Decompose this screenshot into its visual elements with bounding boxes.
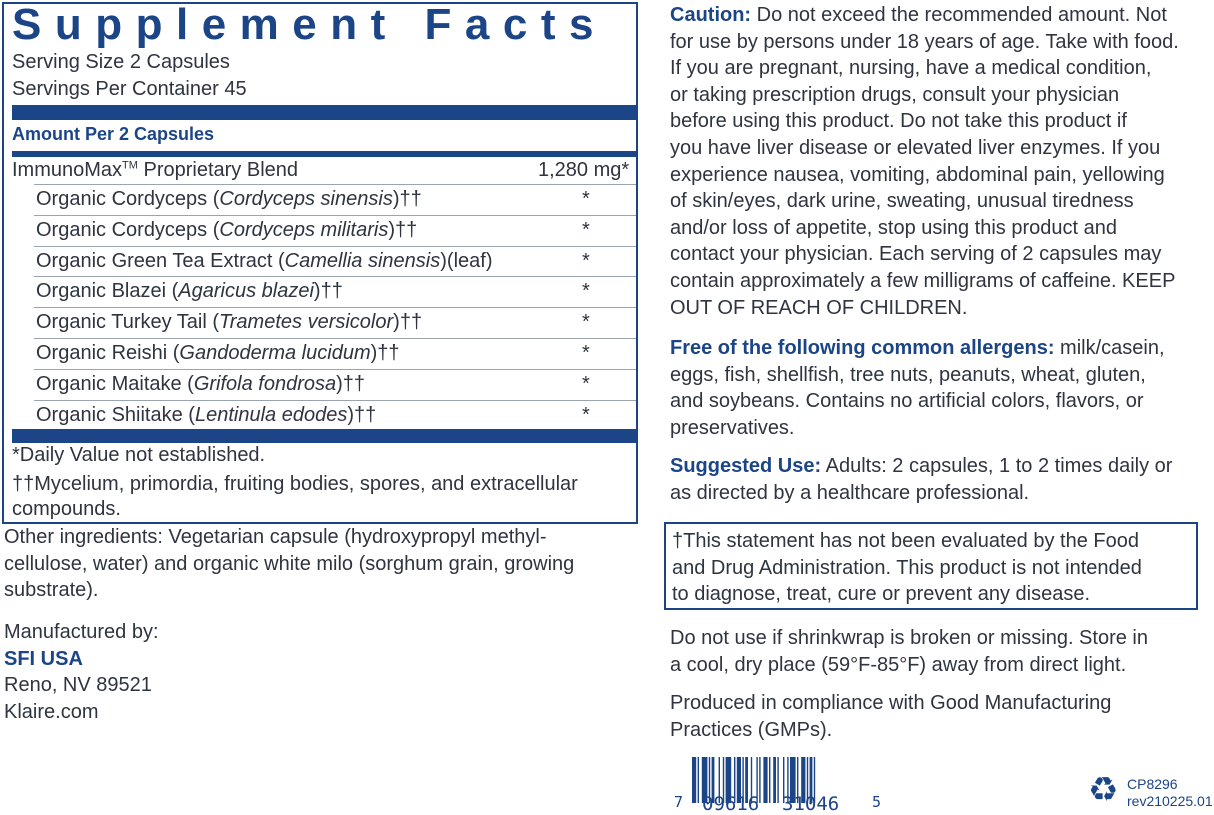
barcode-bar: [763, 757, 767, 803]
other-ingredients: Other ingredients: Vegetarian capsule (hydroxypropyl methyl- cellulose, water) and organic white milo (sorghum grain, growing substrate).: [4, 526, 575, 602]
ingredient-name: Organic Reishi (Gandoderma lucidum)††: [36, 342, 400, 364]
barcode-digit-check: 5: [872, 793, 882, 811]
ingredient-amount: *: [582, 280, 590, 303]
ingredient-name: Organic Cordyceps (Cordyceps militaris)††: [36, 218, 418, 241]
barcode-bar: [759, 757, 760, 803]
revision-code: rev210225.01: [1127, 793, 1213, 809]
ingredient-name: Organic Cordyceps (Cordyceps sinensis)††: [36, 188, 422, 210]
barcode-bar: [692, 757, 696, 803]
ingredient-name: Organic Blazei (Agaricus blazei)††: [36, 280, 343, 303]
thick-divider: [12, 429, 636, 443]
ingredient-row: [34, 369, 636, 400]
ingredient-amount: *: [582, 188, 590, 210]
footnote-daily-value: *Daily Value not established.: [12, 444, 266, 466]
ingredient-amount: *: [582, 403, 590, 426]
amount-per-serving-header: Amount Per 2 Capsules: [12, 124, 215, 144]
barcode-bar: [769, 757, 770, 803]
blend-amount: 1,280 mg*: [538, 159, 630, 181]
ingredient-row: [34, 246, 636, 277]
ingredient-name: Organic Maitake (Grifola fondrosa)††: [36, 372, 366, 395]
manufacturer-website: Klaire.com: [4, 700, 99, 723]
ingredient-row: [34, 276, 636, 307]
ingredient-name: Organic Shiitake (Lentinula edodes)††: [36, 403, 377, 426]
servings-per-container: Servings Per Container 45: [12, 78, 247, 100]
ingredient-row: [34, 307, 636, 338]
footnote-mycelium: ††Mycelium, primordia, fruiting bodies, spores, and extracellular: [12, 473, 578, 495]
barcode-digits-left: 09616: [702, 793, 760, 815]
proprietary-blend: ImmunoMax™ Proprietary Blend: [12, 159, 298, 181]
manufactured-by-label: Manufactured by:: [4, 621, 159, 643]
ingredient-name: Organic Green Tea Extract (Camellia sinensis)(leaf): [36, 249, 493, 272]
ingredient-amount: *: [582, 249, 590, 272]
medium-divider: [12, 151, 636, 157]
barcode-bar: [698, 757, 699, 803]
thick-divider: [12, 105, 636, 120]
barcode-bar: [777, 757, 778, 803]
fda-disclaimer-box: †This statement has not been evaluated by the Food and Drug Administration. This product is not intended to diagnose, treat, cure or prevent any disease.: [664, 522, 1198, 610]
manufacturer-address: Reno, NV 89521: [4, 674, 152, 697]
ingredient-row: [34, 400, 636, 431]
ingredient-row: [34, 338, 636, 369]
manufacturer-name: SFI USA: [4, 647, 83, 670]
recycle-icon: ♻: [1088, 771, 1119, 809]
supplement-facts-title: Supplement Facts: [12, 0, 607, 49]
product-code: CP8296: [1127, 776, 1178, 792]
ingredient-row: [34, 184, 636, 215]
gmp-statement: Produced in compliance with Good Manufacturing Practices (GMPs).: [670, 692, 1112, 741]
barcode-digits-right: 31046: [782, 793, 840, 815]
ingredient-amount: *: [582, 372, 590, 395]
allergens-section: Free of the following common allergens: milk/casein, eggs, fish, shellfish, tree nuts, peanuts, wheat, gluten, and soybeans. Contains no artificial colors, flavors, or preservatives.: [670, 337, 1165, 439]
ingredient-amount: *: [582, 218, 590, 241]
ingredient-row: [34, 215, 636, 246]
serving-size: Serving Size 2 Capsules: [12, 51, 230, 73]
caution-section: Caution: Do not exceed the recommended amount. Not for use by persons under 18 years of age. Take with food. If you are pregnant, nursing, have a medical condition, or taking prescription drugs, consult your physician before using this product. Do not take this product if you have liver disease or elevated liver enzymes. If you experience nausea, vomiting, abdominal pain, yellowing of skin/eyes, dark urine, sweating, unusual tiredness and/or loss of appetite, stop using this product and contact your physician. Each serving of 2 capsules may contain approximately a few milligrams of caffeine. KEEP OUT OF REACH OF CHILDREN.: [670, 4, 1179, 319]
ingredient-amount: *: [582, 342, 590, 364]
ingredient-name: Organic Turkey Tail (Trametes versicolor)††: [36, 311, 423, 334]
manufacturer-info: [4, 619, 159, 725]
supplement-facts-panel: [2, 2, 638, 524]
footnote-mycelium-cont: compounds.: [12, 498, 121, 520]
barcode-bar: [773, 757, 776, 803]
suggested-use-section: Suggested Use: Adults: 2 capsules, 1 to 2 times daily or as directed by a healthcare professional.: [670, 455, 1173, 504]
ingredient-amount: *: [582, 311, 590, 334]
storage-instructions: Do not use if shrinkwrap is broken or missing. Store in a cool, dry place (59°F-85°F) away from direct light.: [670, 627, 1148, 676]
barcode-digit-first: 7: [674, 793, 684, 811]
